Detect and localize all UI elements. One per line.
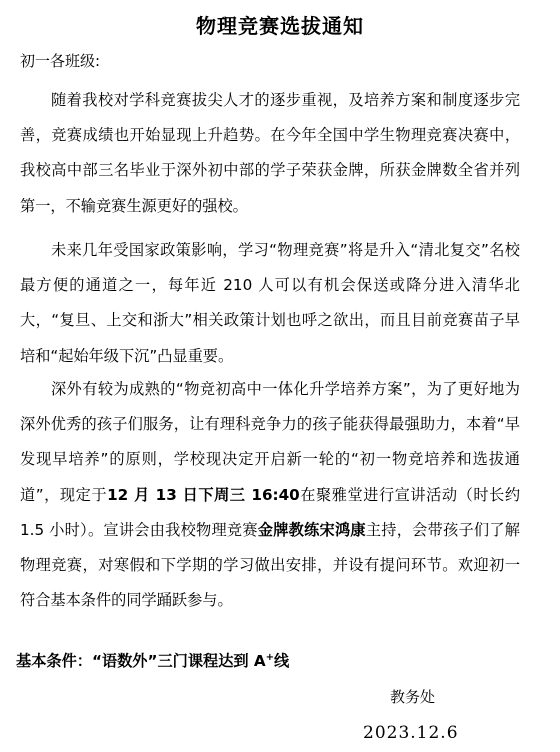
paragraph-1: 随着我校对学科竞赛拔尖人才的逐步重视，及培养方案和制度逐步完善，竞赛成绩也开始显现上升趋势。在今年全国中学生物理竞赛决赛中，我校高中部三名毕业于深外初中部的学子荣获金牌，所获金牌数全省并列第一，不输竞赛生源更好的强校。 <box>20 91 520 215</box>
issue-date: 2023.12.6 <box>363 723 459 743</box>
salutation: 初一各班级: <box>20 52 101 70</box>
coach-name: 金牌教练宋鸿康 <box>257 520 366 539</box>
conditions-suffix: 线 <box>274 652 290 670</box>
conditions-sup: + <box>265 651 275 663</box>
event-time: 12 月 13 日下周三 16:40 <box>107 485 300 504</box>
paragraph-3-part-c: 主持，会带孩子们了解物理竞赛，对寒假和下学期的学习做出安排，并设有提问环节。欢迎初一符合基本条件的同学踊跃参与。 <box>20 520 520 610</box>
issuer: 教务处 <box>390 688 436 706</box>
paragraph-2: 未来几年受国家政策影响，学习“物理竞赛”将是升入“清北复交”名校最方便的通道之一，每年近 210 人可以有机会保送或降分进入清华北大，“复旦、上交和浙大”相关政策计划也呼之欲出，而且目前竞赛苗子早培和“起始年级下沉”凸显重要。 <box>20 241 520 365</box>
basic-conditions <box>16 650 289 671</box>
paragraph-3-part-b: 在聚雅堂进行宣讲活动（时长约 1.5 小时）。宣讲会由我校物理竞赛 <box>20 485 520 539</box>
conditions-text: 基本条件：“语数外”三门课程达到 A <box>16 652 266 670</box>
paragraph-3-part-a: 深外有较为成熟的“物竞初高中一体化升学培养方案”，为了更好地为深外优秀的孩子们服务，让有理科竞争力的孩子能获得最强助力，本着“早发现早培养”的原则，学校现决定开启新一轮的“初一物竞培养和选拔通道”，现定于 <box>20 380 520 504</box>
paragraph-3 <box>20 372 520 618</box>
notice-title: 物理竞赛选拔通知 <box>196 14 364 38</box>
